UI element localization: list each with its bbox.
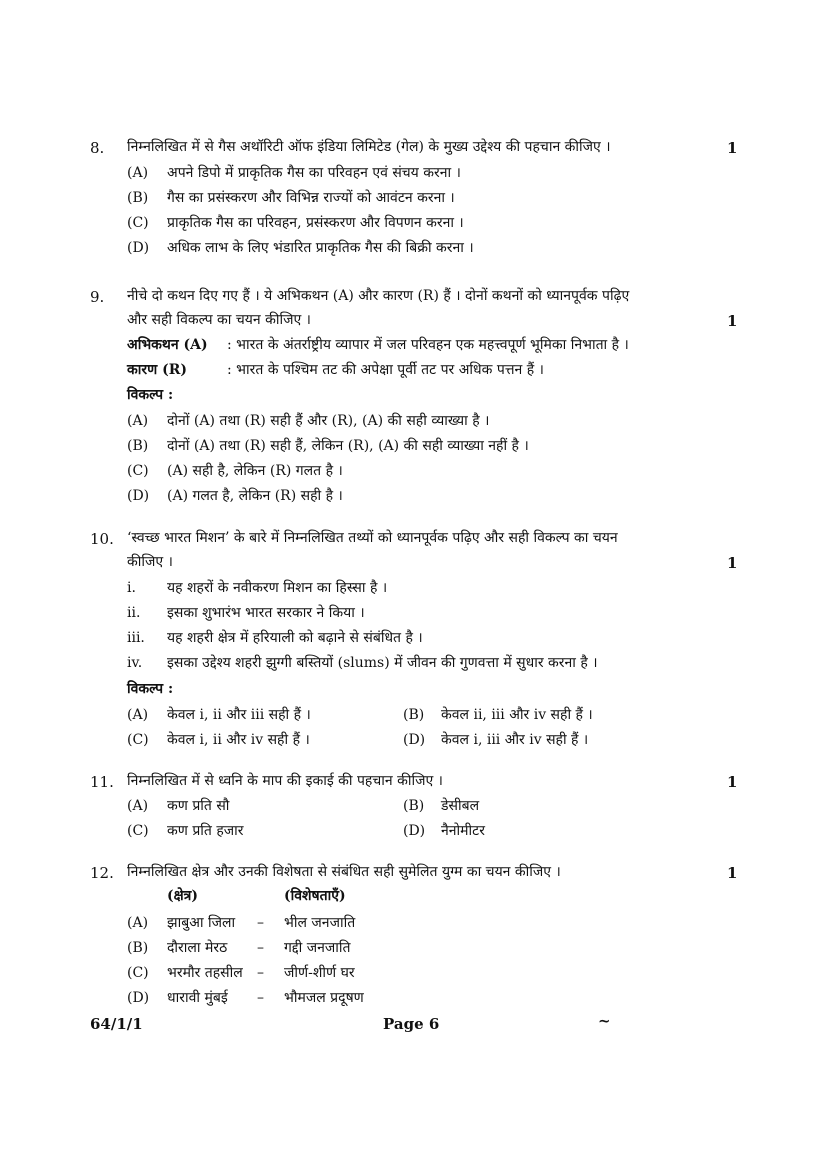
option-text: दोनों (A) तथा (R) सही हैं, लेकिन (R), (A) की सही व्याख्या नहीं है । xyxy=(167,438,529,454)
marks: 1 xyxy=(727,864,738,882)
question-number: 10. xyxy=(90,530,114,548)
option-label: (A) xyxy=(127,798,149,814)
fact-text: यह शहरी क्षेत्र में हरियाली को बढ़ाने से संबंधित है । xyxy=(167,630,423,646)
option-dash: – xyxy=(257,965,264,981)
option-label: (C) xyxy=(127,965,149,981)
option-label: (C) xyxy=(127,215,149,231)
option-label: (B) xyxy=(127,190,149,206)
question-number: 8. xyxy=(90,139,105,157)
column-head-region: (क्षेत्र) xyxy=(167,888,199,904)
question-number: 9. xyxy=(90,288,105,306)
option-label: (D) xyxy=(127,488,150,504)
options-heading: विकल्प : xyxy=(127,387,174,403)
option-dash: – xyxy=(257,915,264,931)
option-label: (D) xyxy=(127,240,150,256)
option-label: (B) xyxy=(403,707,425,723)
option-text: अधिक लाभ के लिए भंडारित प्राकृतिक गैस की बिक्री करना । xyxy=(167,240,474,256)
option-text: डेसीबल xyxy=(441,798,480,814)
footer-mark: ~ xyxy=(598,1012,611,1030)
question-text-line2: कीजिए । xyxy=(127,554,173,570)
option-label: (C) xyxy=(127,463,149,479)
fact-label: ii. xyxy=(127,605,141,621)
question-text-line2: और सही विकल्प का चयन कीजिए । xyxy=(127,312,311,328)
option-text: नैनोमीटर xyxy=(441,823,485,839)
option-label: (B) xyxy=(403,798,425,814)
paper-code: 64/1/1 xyxy=(90,1015,143,1033)
option-region: दौराला मेरठ xyxy=(167,940,228,956)
marks: 1 xyxy=(727,312,738,330)
question-number: 12. xyxy=(90,864,114,882)
question-text-line1: नीचे दो कथन दिए गए हैं । ये अभिकथन (A) और कारण (R) हैं । दोनों कथनों को ध्यानपूर्वक पढ़िए xyxy=(127,288,630,304)
option-text: केवल i, ii और iii सही हैं । xyxy=(167,707,311,723)
option-label: (C) xyxy=(127,823,149,839)
option-dash: – xyxy=(257,990,264,1006)
assertion-text: : भारत के अंतर्राष्ट्रीय व्यापार में जल परिवहन एक महत्त्वपूर्ण भूमिका निभाता है । xyxy=(227,337,629,353)
question-number: 11. xyxy=(90,773,114,791)
question-text: निम्नलिखित में से ध्वनि के माप की इकाई की पहचान कीजिए । xyxy=(127,773,443,789)
fact-label: iii. xyxy=(127,630,145,646)
fact-text: इसका शुभारंभ भारत सरकार ने किया । xyxy=(167,605,365,621)
option-text: केवल i, iii और iv सही हैं । xyxy=(441,732,589,748)
options-heading: विकल्प : xyxy=(127,681,174,697)
option-region: भरमौर तहसील xyxy=(167,965,243,981)
option-label: (B) xyxy=(127,940,149,956)
marks: 1 xyxy=(727,554,738,572)
option-text: दोनों (A) तथा (R) सही हैं और (R), (A) की सही व्याख्या है । xyxy=(167,413,490,429)
option-dash: – xyxy=(257,940,264,956)
option-label: (D) xyxy=(403,823,426,839)
option-text: केवल ii, iii और iv सही हैं । xyxy=(441,707,593,723)
fact-text: इसका उद्देश्य शहरी झुग्गी बस्तियों (slums) में जीवन की गुणवत्ता में सुधार करना है । xyxy=(167,655,598,671)
option-text: गैस का प्रसंस्करण और विभिन्न राज्यों को आवंटन करना । xyxy=(167,190,455,206)
fact-label: i. xyxy=(127,580,136,596)
option-region: धारावी मुंबई xyxy=(167,990,228,1006)
option-text: केवल i, ii और iv सही हैं । xyxy=(167,732,310,748)
marks: 1 xyxy=(727,773,738,791)
question-text: निम्नलिखित क्षेत्र और उनकी विशेषता से संबंधित सही सुमेलित युग्म का चयन कीजिए । xyxy=(127,864,561,880)
option-text: अपने डिपो में प्राकृतिक गैस का परिवहन एवं संचय करना । xyxy=(167,165,461,181)
reason-label: कारण (R) xyxy=(127,362,187,378)
option-label: (A) xyxy=(127,915,149,931)
option-label: (D) xyxy=(403,732,426,748)
option-region: झाबुआ जिला xyxy=(167,915,236,931)
option-feature: भौमजल प्रदूषण xyxy=(284,990,364,1006)
option-text: प्राकृतिक गैस का परिवहन, प्रसंस्करण और विपणन करना । xyxy=(167,215,464,231)
option-feature: गद्दी जनजाति xyxy=(284,940,351,956)
fact-label: iv. xyxy=(127,655,143,671)
option-label: (C) xyxy=(127,732,149,748)
option-feature: जीर्ण-शीर्ण घर xyxy=(284,965,355,981)
reason-text: : भारत के पश्चिम तट की अपेक्षा पूर्वी तट पर अधिक पत्तन हैं । xyxy=(227,362,544,378)
option-text: (A) गलत है, लेकिन (R) सही है । xyxy=(167,488,343,504)
option-text: (A) सही है, लेकिन (R) गलत है । xyxy=(167,463,343,479)
option-label: (A) xyxy=(127,165,149,181)
option-label: (D) xyxy=(127,990,150,1006)
marks: 1 xyxy=(727,139,738,157)
column-head-feature: (विशेषताएँ) xyxy=(284,888,346,904)
option-label: (A) xyxy=(127,707,149,723)
fact-text: यह शहरों के नवीकरण मिशन का हिस्सा है । xyxy=(167,580,388,596)
question-text-line1: ‘स्वच्छ भारत मिशन’ के बारे में निम्नलिखित तथ्यों को ध्यानपूर्वक पढ़िए और सही विकल्प का चयन xyxy=(127,530,618,546)
question-text: निम्नलिखित में से गैस अथॉरिटी ऑफ इंडिया लिमिटेड (गेल) के मुख्य उद्देश्य की पहचान कीजिए । xyxy=(127,139,611,155)
option-label: (A) xyxy=(127,413,149,429)
option-text: कण प्रति सौ xyxy=(167,798,230,814)
option-text: कण प्रति हजार xyxy=(167,823,244,839)
assertion-label: अभिकथन (A) xyxy=(127,337,208,353)
option-label: (B) xyxy=(127,438,149,454)
option-feature: भील जनजाति xyxy=(284,915,356,931)
page-number: Page 6 xyxy=(383,1015,440,1033)
